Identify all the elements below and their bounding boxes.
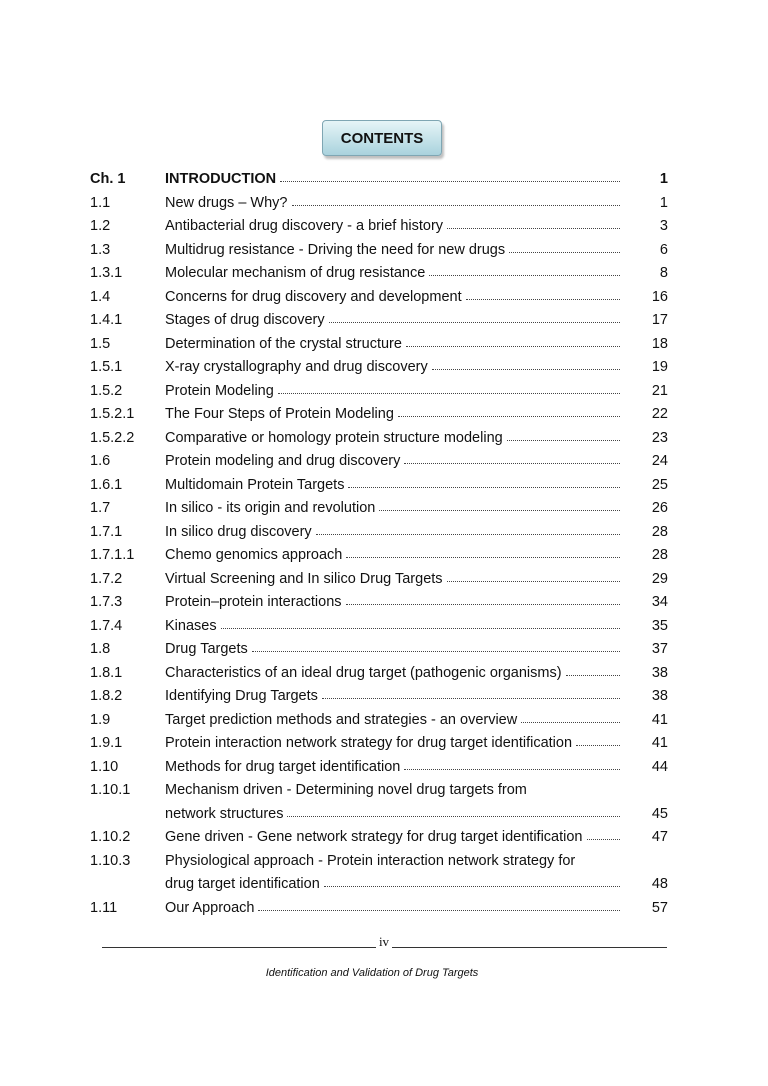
dot-leader: [447, 228, 620, 229]
toc-entry-page: 1: [659, 194, 668, 211]
toc-entry-page: 6: [659, 241, 668, 258]
toc-entry-title: Gene driven - Gene network strategy for drug target identification: [165, 829, 583, 845]
toc-entry-number: 1.7.4: [90, 617, 123, 634]
toc-entry-page: 47: [651, 829, 668, 845]
dot-leader: [316, 534, 620, 535]
toc-entry-number: 1.7.1.1: [90, 547, 135, 563]
toc-entry-number: Ch. 1: [90, 171, 126, 187]
toc-entry: [0, 168, 768, 192]
toc-entry: [0, 450, 768, 474]
toc-entry-page: 21: [651, 382, 668, 399]
toc-entry-number: 1.10: [90, 758, 119, 775]
toc-entry: [0, 615, 768, 639]
toc-entry-number: 1.1: [90, 194, 111, 211]
toc-entry: [0, 286, 768, 310]
toc-entry-page: 25: [651, 476, 668, 493]
toc-entry-page: 45: [651, 805, 668, 822]
toc-entry: [0, 544, 768, 568]
toc-entry-number: 1.10.3: [90, 852, 131, 869]
dot-leader: [404, 769, 620, 770]
toc-entry-page: 24: [651, 453, 668, 469]
toc-entry-title: Mechanism driven - Determining novel drug targets from: [165, 782, 527, 798]
toc-entry-page: 8: [659, 265, 668, 281]
dot-leader: [348, 487, 620, 488]
toc-entry-title: Characteristics of an ideal drug target (pathogenic organisms): [165, 664, 562, 681]
page-folio: iv: [378, 934, 390, 949]
toc-entry-title: In silico - its origin and revolution: [165, 500, 376, 516]
toc-entry: [0, 239, 768, 263]
dot-leader: [329, 322, 620, 323]
dot-leader: [432, 369, 620, 370]
dot-leader: [404, 463, 620, 464]
toc-entry: [0, 638, 768, 662]
dot-leader: [406, 346, 620, 347]
toc-entry-page: 18: [651, 335, 668, 352]
toc-entry-number: 1.9.1: [90, 735, 123, 751]
toc-entry-page: 57: [651, 899, 668, 916]
toc-entry: [0, 192, 768, 216]
toc-entry: [0, 215, 768, 239]
toc-entry-title: Chemo genomics approach: [165, 547, 343, 563]
toc-entry-number: 1.3.1: [90, 265, 123, 281]
toc-entry: [0, 897, 768, 921]
toc-entry-page: 28: [651, 547, 668, 563]
toc-entry-page: 29: [651, 570, 668, 587]
toc-entry: [0, 427, 768, 451]
toc-entry-title: Virtual Screening and In silico Drug Targets: [165, 570, 443, 587]
toc-entry: [0, 474, 768, 498]
toc-entry-page: 38: [651, 664, 668, 681]
toc-entry: [0, 803, 768, 827]
toc-entry-page: 3: [659, 218, 668, 234]
toc-entry-page: 34: [651, 594, 668, 610]
toc-entry: [0, 756, 768, 780]
toc-entry-number: 1.5.2: [90, 382, 123, 399]
dot-leader: [507, 440, 620, 441]
toc-entry-number: 1.5.1: [90, 359, 123, 375]
toc-entry-page: 16: [651, 288, 668, 305]
toc-entry-page: 35: [651, 617, 668, 634]
toc-entry-title: Protein–protein interactions: [165, 594, 342, 610]
toc-entry-title: Determination of the crystal structure: [165, 335, 402, 352]
dot-leader: [278, 393, 620, 394]
toc-entry: [0, 521, 768, 545]
toc-entry-number: 1.11: [90, 899, 118, 916]
toc-entry-page: 26: [651, 500, 668, 516]
toc-entry-page: 38: [651, 688, 668, 704]
toc-entry: [0, 380, 768, 404]
toc-entry-number: 1.10.2: [90, 829, 131, 845]
toc-entry-page: 23: [651, 429, 668, 446]
toc-entry-title: Concerns for drug discovery and development: [165, 288, 462, 305]
toc-entry-number: 1.4: [90, 288, 111, 305]
toc-entry-number: 1.6: [90, 453, 111, 469]
toc-entry-title: X-ray crystallography and drug discovery: [165, 359, 428, 375]
dot-leader: [429, 275, 620, 276]
toc-entry-title: New drugs – Why?: [165, 194, 288, 211]
contents-heading: CONTENTS: [322, 120, 442, 156]
toc-entry: [0, 591, 768, 615]
dot-leader: [292, 205, 621, 206]
toc-entry: [0, 568, 768, 592]
toc-entry-number: 1.7: [90, 500, 111, 516]
toc-entry-title: Stages of drug discovery: [165, 312, 325, 328]
toc-entry-title: Protein Modeling: [165, 382, 274, 399]
toc-entry-page: 41: [651, 735, 668, 751]
toc-entry-number: 1.4.1: [90, 312, 123, 328]
toc-entry-number: 1.9: [90, 711, 111, 728]
toc-entry: [0, 333, 768, 357]
dot-leader: [221, 628, 620, 629]
toc-entry-title: Protein interaction network strategy for drug target identification: [165, 735, 573, 751]
toc-entry-page: 37: [651, 641, 668, 657]
toc-entry-page: 48: [651, 876, 668, 892]
footer-rule-right: [392, 947, 667, 948]
toc-entry-title: Physiological approach - Protein interaction network strategy for: [165, 852, 576, 869]
dot-leader: [287, 816, 620, 817]
toc-entry-title: The Four Steps of Protein Modeling: [165, 406, 394, 422]
toc-entry: [0, 826, 768, 850]
toc-entry: [0, 497, 768, 521]
toc-entry-title: Drug Targets: [165, 641, 248, 657]
dot-leader: [509, 252, 620, 253]
dot-leader: [346, 604, 620, 605]
dot-leader: [466, 299, 620, 300]
dot-leader: [576, 745, 620, 746]
toc-entry-title: Identifying Drug Targets: [165, 688, 318, 704]
dot-leader: [324, 886, 620, 887]
toc-entry-number: 1.6.1: [90, 476, 123, 493]
toc-entry-number: 1.5: [90, 335, 111, 352]
toc-entry: [0, 309, 768, 333]
toc-entry: [0, 662, 768, 686]
toc-entry-number: 1.8: [90, 641, 111, 657]
dot-leader: [398, 416, 620, 417]
toc-entry-number: 1.8.1: [90, 664, 123, 681]
toc-entry-number: 1.3: [90, 241, 111, 258]
toc-entry-page: 28: [651, 523, 668, 540]
toc-entry-page: 1: [659, 171, 668, 187]
footer-rule-left: [102, 947, 376, 948]
toc-entry-title: Methods for drug target identification: [165, 758, 401, 775]
dot-leader: [280, 181, 620, 182]
toc-entry-title: drug target identification: [165, 876, 320, 892]
toc-entry: [0, 779, 768, 803]
toc-entry: [0, 732, 768, 756]
toc-entry: [0, 356, 768, 380]
toc-entry-number: 1.7.2: [90, 570, 123, 587]
toc-entry-title: Protein modeling and drug discovery: [165, 453, 401, 469]
dot-leader: [252, 651, 620, 652]
toc-entry: [0, 709, 768, 733]
toc-entry-title: Multidrug resistance - Driving the need for new drugs: [165, 241, 506, 258]
toc-entry-title: Kinases: [165, 617, 217, 634]
toc-entry-title: INTRODUCTION: [165, 171, 277, 187]
toc-entry-title: network structures: [165, 805, 284, 822]
toc-entry: [0, 685, 768, 709]
toc-entry-title: Comparative or homology protein structure modeling: [165, 429, 503, 446]
toc-entry-number: 1.8.2: [90, 688, 123, 704]
toc-entry-page: 22: [651, 406, 668, 422]
dot-leader: [521, 722, 620, 723]
toc-entry-title: Multidomain Protein Targets: [165, 476, 345, 493]
toc-entry-number: 1.7.1: [90, 523, 123, 540]
dot-leader: [322, 698, 620, 699]
running-footer-title: Identification and Validation of Drug Targets: [265, 967, 479, 979]
toc-entry-title: Our Approach: [165, 899, 255, 916]
toc-entry-page: 17: [651, 312, 668, 328]
toc-entry-number: 1.10.1: [90, 782, 131, 798]
dot-leader: [447, 581, 620, 582]
toc-entry-page: 41: [651, 711, 668, 728]
toc-entry: [0, 873, 768, 897]
toc-entry-title: Molecular mechanism of drug resistance: [165, 265, 426, 281]
toc-entry: [0, 850, 768, 874]
toc-entry-title: In silico drug discovery: [165, 523, 312, 540]
dot-leader: [258, 910, 620, 911]
toc-entry-number: 1.2: [90, 218, 111, 234]
toc-entry-page: 44: [651, 758, 668, 775]
table-of-contents: [0, 168, 768, 920]
toc-entry-number: 1.5.2.1: [90, 406, 135, 422]
dot-leader: [346, 557, 620, 558]
toc-entry-title: Antibacterial drug discovery - a brief history: [165, 218, 444, 234]
dot-leader: [587, 839, 621, 840]
dot-leader: [379, 510, 620, 511]
toc-entry-number: 1.5.2.2: [90, 429, 135, 446]
toc-entry-title: Target prediction methods and strategies - an overview: [165, 711, 518, 728]
toc-entry: [0, 403, 768, 427]
dot-leader: [566, 675, 620, 676]
toc-entry-number: 1.7.3: [90, 594, 123, 610]
toc-entry: [0, 262, 768, 286]
toc-entry-page: 19: [651, 359, 668, 375]
